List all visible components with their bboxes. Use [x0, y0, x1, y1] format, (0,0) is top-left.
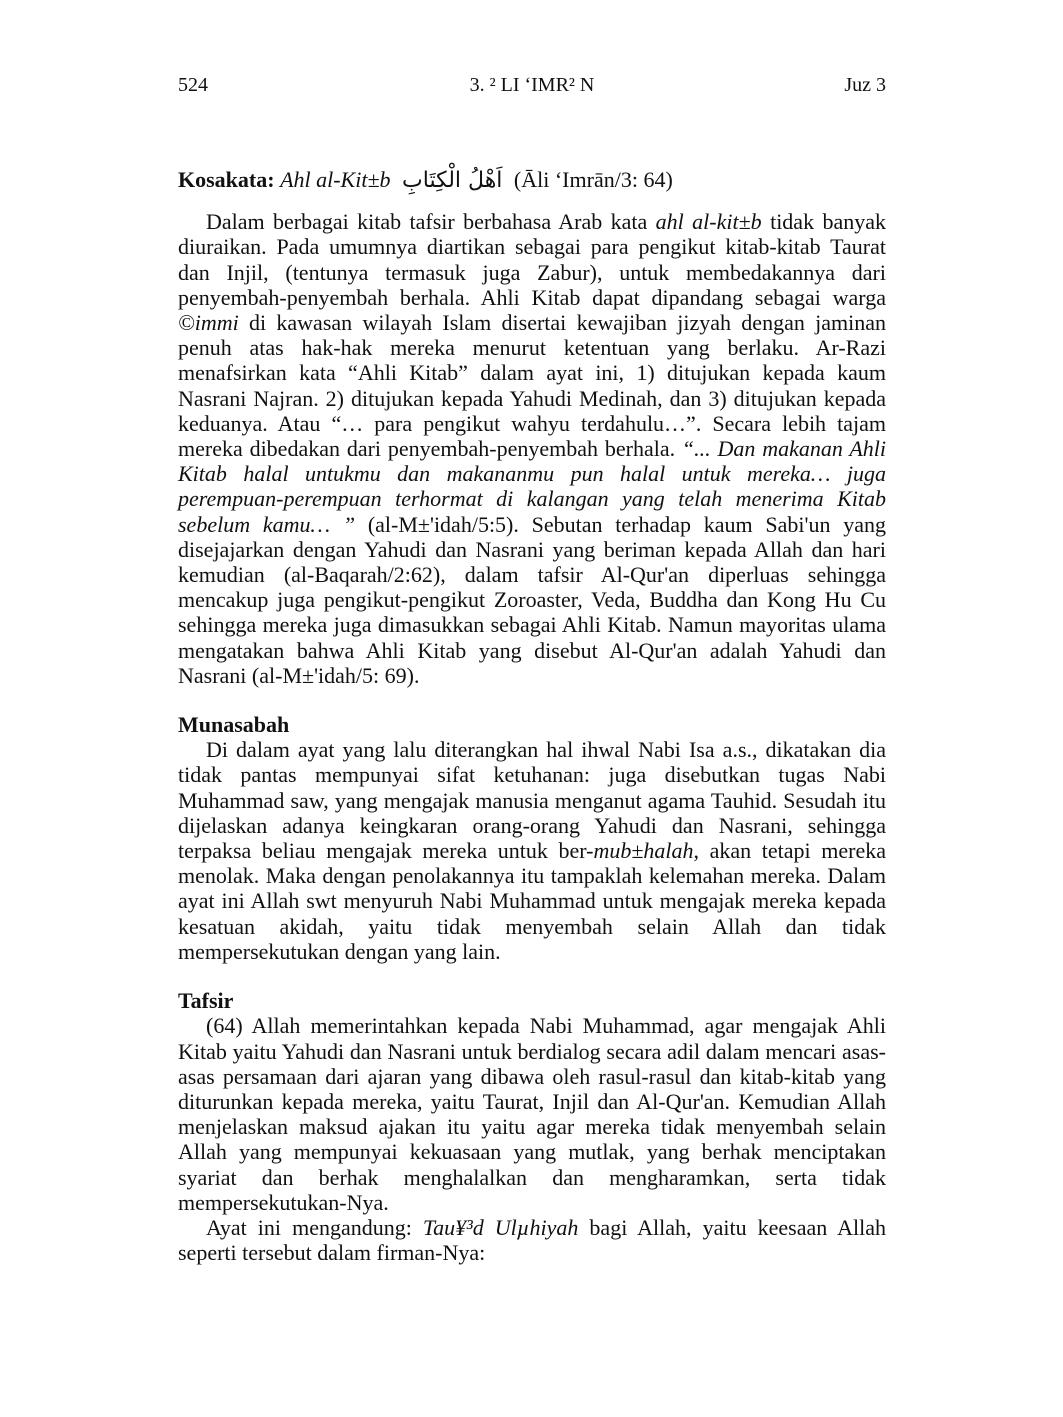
tafsir-paragraph-1: (64) Allah memerintahkan kepada Nabi Muhammad, agar mengajak Ahli Kitab yaitu Yahudi dan Nasrani untuk berdialog secara adil dalam mencari asas-asas persamaan dari ajaran yang dibawa oleh rasul-rasul dan kitab-kitab yang diturunkan kepada mereka, yaitu Taurat, Injil dan Al-Qur'an. Kemudian Allah menjelaskan maksud ajakan itu yaitu agar mereka tidak menyembah selain Allah yang mempunyai kekuasaan yang mutlak, yang berhak menciptakan syariat dan berhak menghalalkan dan mengharamkan, serta tidak mempersekutukan-Nya.	[178, 1013, 886, 1215]
chapter-title: 3. ² LI ‘IMR² N	[469, 74, 595, 96]
kosakata-paragraph	[178, 209, 886, 688]
text-run: Di dalam ayat yang lalu diterangkan hal ihwal Nabi Isa a.s., dikatakan dia tidak pantas mempunyai sifat ketuhanan: juga disebutkan tugas Nabi Muhammad saw, yang mengajak manusia menganut agama Tauhid. Sesudah itu dijelaskan adanya keingkaran orang-orang Yahudi dan Nasrani, sehingga terpaksa beliau mengajak mereka untuk ber-	[178, 737, 886, 864]
italic-term: Tau¥³d Ulµhiyah	[422, 1214, 579, 1240]
juz-label: Juz 3	[844, 74, 886, 96]
munasabah-paragraph	[178, 737, 886, 964]
tafsir-paragraph-2	[178, 1215, 886, 1265]
text-run: Ayat ini mengandung:	[206, 1214, 423, 1240]
text-run: , akan tetapi mereka menolak. Maka dengan penolakannya itu tampaklah kelemahan mereka. Dalam ayat ini Allah swt menyuruh Nabi Muhammad untuk mengajak mereka kepada kesatuan akidah, yaitu tidak menyembah selain Allah dan tidak mempersekutukan dengan yang lain.	[178, 838, 886, 964]
kosakata-reference: (Āli ‘Imrān/3: 64)	[513, 167, 673, 192]
tafsir-heading: Tafsir	[178, 988, 234, 1014]
text-run: Dalam berbagai kitab tafsir berbahasa Arab kata	[206, 209, 656, 235]
kosakata-heading	[178, 167, 886, 193]
kosakata-term: Ahl al-Kit±b	[280, 167, 391, 192]
text-run: tidak banyak diuraikan. Pada umumnya diartikan sebagai para pengikut kitab-kitab Taurat dan Injil, (tentunya termasuk juga Zabur), untuk membedakannya dari penyembah-penyembah berhala. Ahli Kitab dapat dipandang sebagai warga	[178, 209, 886, 310]
italic-term: ahl al-kit±b	[655, 209, 762, 235]
italic-term: mub±halah	[593, 838, 694, 864]
page-body	[178, 167, 886, 1265]
quran-quote: “... Dan makanan Ahli Kitab halal untukmu dan makananmu pun halal untuk mereka… juga perempuan-perempuan terhormat di kalangan yang telah menerima Kitab sebelum kamu… ”	[178, 436, 886, 537]
kosakata-label: Kosakata:	[178, 167, 275, 192]
text-run: di kawasan wilayah Islam disertai kewajiban jizyah dengan jaminan penuh atas hak-hak mereka menurut ketentuan yang berlaku. Ar-Razi menafsirkan kata “Ahli Kitab” dalam ayat ini, 1) ditujukan kepada kaum Nasrani Najran. 2) ditujukan kepada Yahudi Medinah, dan 3) ditujukan kepada keduanya. Atau “… para pengikut wahyu terdahulu…”. Secara lebih tajam mereka dibedakan dari penyembah-penyembah berhala.	[178, 310, 886, 462]
text-run: (al-M±'idah/5:5). Sebutan terhadap kaum Sabi'un yang disejajarkan dengan Yahudi dan Nasrani yang beriman kepada Allah dan hari kemudian (al-Baqarah/2:62), dalam tafsir Al-Qur'an diperluas sehingga mencakup juga pengikut-pengikut Zoroaster, Veda, Buddha dan Kong Hu Cu sehingga mereka juga dimasukkan sebagai Ahli Kitab. Namun mayoritas ulama mengatakan bahwa Ahli Kitab yang disebut Al-Qur'an adalah Yahudi dan Nasrani (al-M±'idah/5: 69).	[178, 511, 886, 688]
kosakata-arabic: اَهْلُ الْكِتَابِ	[402, 168, 503, 193]
page-number: 524	[178, 74, 208, 96]
italic-term: ©immi	[178, 310, 239, 336]
munasabah-heading: Munasabah	[178, 712, 290, 738]
page-header	[178, 72, 886, 98]
text-run: bagi Allah, yaitu keesaan Allah seperti tersebut dalam firman-Nya:	[178, 1214, 886, 1266]
